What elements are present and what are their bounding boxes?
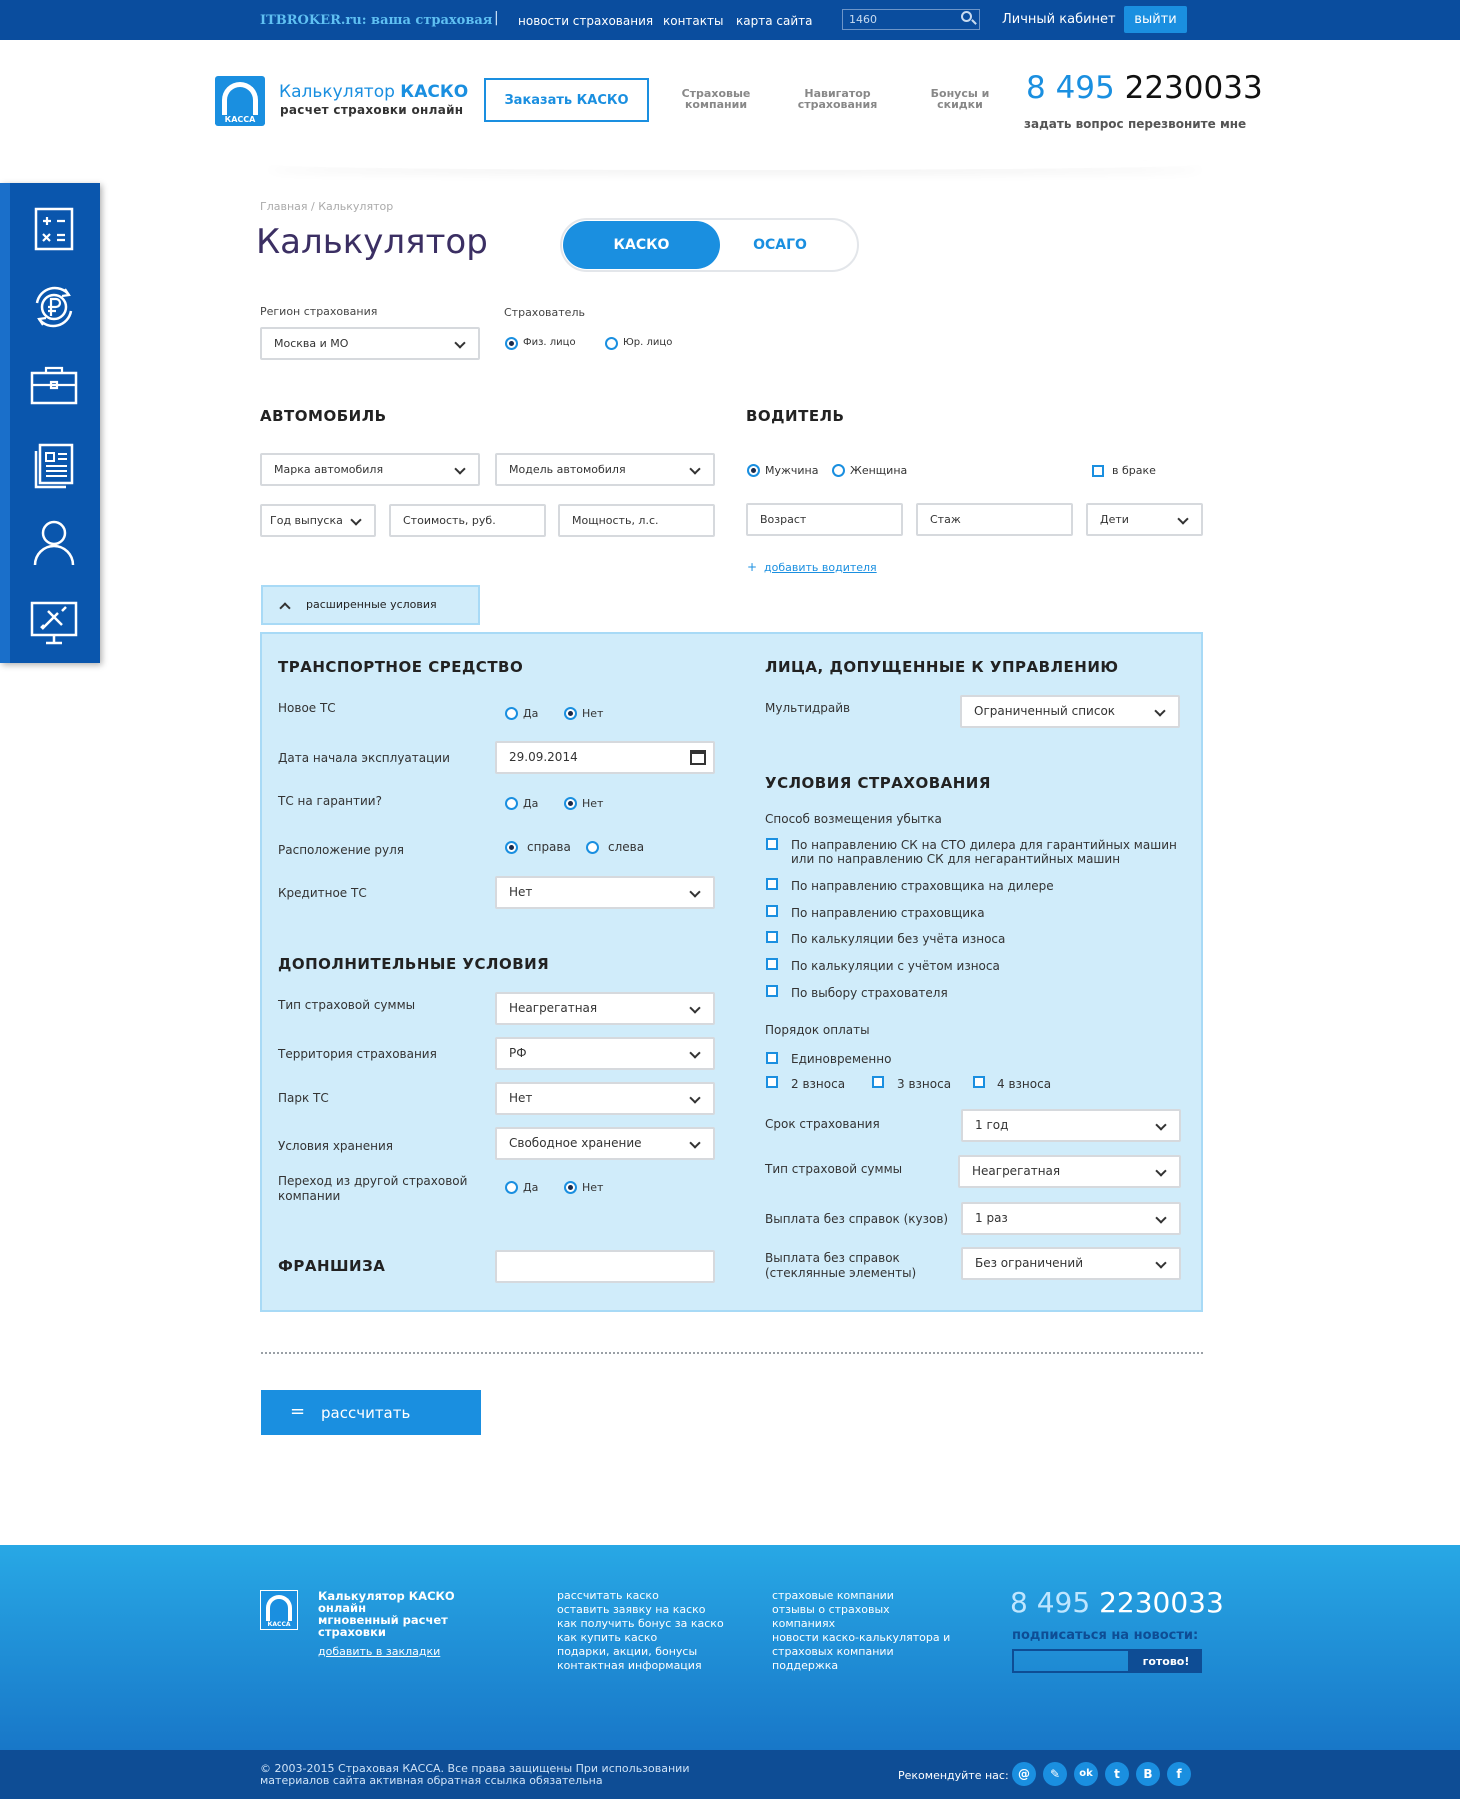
nav-line: компании: [684, 98, 748, 111]
facebook-icon[interactable]: f: [1167, 1762, 1191, 1786]
payment-2-checkbox[interactable]: [766, 1076, 778, 1088]
subscribe-button[interactable]: готово!: [1130, 1649, 1202, 1673]
calculator-icon[interactable]: [28, 205, 80, 253]
advanced-conditions-toggle[interactable]: расширенные условия: [261, 585, 480, 625]
payment-3-label: 3 взноса: [897, 1077, 952, 1091]
ask-question-link[interactable]: задать вопрос: [1024, 117, 1124, 131]
transfer-label-line: Переход из другой страховой: [278, 1174, 468, 1188]
nav-insurance-companies[interactable]: [674, 88, 758, 110]
separator: |: [494, 10, 499, 26]
footer-title-line: Калькулятор КАСКО: [318, 1589, 455, 1603]
multidrive-select[interactable]: Ограниченный список: [960, 695, 1180, 728]
footer-title: [318, 1590, 468, 1638]
driver-section-title: ВОДИТЕЛЬ: [746, 407, 845, 425]
email-share-icon[interactable]: @: [1012, 1762, 1036, 1786]
driver-children-select[interactable]: Дети: [1086, 503, 1203, 536]
car-year-select[interactable]: Год выпуска: [260, 504, 376, 537]
livejournal-icon[interactable]: ✎: [1043, 1762, 1067, 1786]
tab-kasko[interactable]: КАСКО: [563, 221, 720, 269]
site-title-plain: Калькулятор: [279, 82, 401, 102]
payment-3-checkbox[interactable]: [872, 1076, 884, 1088]
car-cost-input[interactable]: Стоимость, руб.: [389, 504, 546, 537]
footer-link[interactable]: оставить заявку на каско: [557, 1603, 706, 1616]
odnoklassniki-icon[interactable]: ok: [1074, 1762, 1098, 1786]
copyright-line: материалов сайта активная обратная ссылка обязательна: [260, 1774, 603, 1787]
subscribe-email-input[interactable]: [1012, 1649, 1130, 1673]
car-power-input[interactable]: Мощность, л.с.: [558, 504, 715, 537]
transfer-yes-label: Да: [523, 1181, 539, 1194]
sum-type-select[interactable]: Неагрегатная: [495, 992, 715, 1025]
nav-insurance-navigator[interactable]: [790, 88, 885, 110]
payment-once-checkbox[interactable]: [766, 1052, 778, 1064]
region-select[interactable]: Москва и МО: [260, 327, 480, 360]
start-date-input[interactable]: 29.09.2014: [495, 741, 715, 774]
ruble-exchange-icon[interactable]: [28, 283, 80, 331]
header-phone: [1026, 70, 1263, 106]
header-shadow: [262, 158, 1208, 170]
footer-link[interactable]: поддержка: [772, 1659, 839, 1672]
vkontakte-icon[interactable]: В: [1136, 1762, 1160, 1786]
steering-left-label: слева: [608, 840, 645, 854]
copyright-line: © 2003-2015 Страховая КАССА. Все права защищены При использовании: [260, 1762, 690, 1775]
contacts-link[interactable]: контакты: [663, 14, 724, 28]
drivers-section-title: ЛИЦА, ДОПУЩЕННЫЕ К УПРАВЛЕНИЮ: [765, 658, 1119, 676]
copyright: [260, 1763, 720, 1787]
steering-right-radio[interactable]: [505, 841, 518, 854]
steering-right-label: справа: [527, 840, 571, 854]
insurer-individual-radio[interactable]: [505, 337, 518, 350]
footer-logo-text: КАССА: [261, 1621, 297, 1628]
search-input[interactable]: [842, 9, 980, 30]
compensation-option: По направлению страховщика: [791, 906, 985, 920]
driver-experience-input[interactable]: Стаж: [916, 503, 1073, 536]
compensation-line: По направлению СК на СТО дилера для гарантийных машин: [791, 838, 1177, 852]
footer-link[interactable]: рассчитать каско: [557, 1589, 659, 1602]
subscribe-label: подписаться на новости:: [1012, 1628, 1199, 1643]
territory-select[interactable]: РФ: [495, 1037, 715, 1070]
footer-phone: [1010, 1586, 1224, 1619]
sum-type2-label: Тип страховой суммы: [765, 1162, 903, 1176]
franchise-title: ФРАНШИЗА: [278, 1257, 386, 1275]
footer-link[interactable]: страховых компании: [772, 1645, 894, 1658]
transfer-label: [278, 1174, 467, 1204]
car-brand-select[interactable]: Марка автомобиля: [260, 453, 480, 486]
compensation-option: По направлению страховщика на дилере: [791, 879, 1054, 893]
compensation-option: По калькуляции с учётом износа: [791, 959, 1000, 973]
footer-logo-arch-icon: [266, 1595, 292, 1623]
add-driver-link[interactable]: добавить водителя: [764, 561, 877, 574]
nav-line: страхования: [797, 98, 878, 111]
credit-label: Кредитное ТС: [278, 886, 367, 900]
steering-left-radio[interactable]: [586, 841, 599, 854]
search-box: [842, 8, 980, 30]
site-title: [279, 82, 468, 102]
new-vehicle-label: Новое ТС: [278, 701, 336, 715]
nav-line: Навигатор: [804, 87, 871, 100]
storage-label: Условия хранения: [278, 1139, 393, 1153]
breadcrumb: Главная / Калькулятор: [260, 200, 394, 213]
steering-label: Расположение руля: [278, 843, 405, 857]
new-vehicle-yes-radio[interactable]: [505, 707, 518, 720]
compensation-option: По выбору страхователя: [791, 986, 948, 1000]
bookmark-link[interactable]: добавить в закладки: [318, 1645, 441, 1658]
payment-once-label: Единовременно: [791, 1052, 892, 1066]
compensation-label: Способ возмещения убытка: [765, 812, 942, 826]
add-icon: +: [747, 560, 758, 574]
compensation-checkbox[interactable]: [766, 985, 778, 997]
storage-select[interactable]: Свободное хранение: [495, 1127, 715, 1160]
insurer-legal-label: Юр. лицо: [623, 337, 673, 348]
compensation-checkbox[interactable]: [766, 958, 778, 970]
driver-male-label: Мужчина: [765, 464, 819, 477]
footer-phone-number: 2230033: [1099, 1586, 1224, 1619]
news-link[interactable]: новости страхования: [518, 14, 654, 28]
fleet-label: Парк ТС: [278, 1091, 329, 1105]
search-icon[interactable]: [961, 11, 972, 22]
phone-number: 2230033: [1124, 70, 1263, 106]
recommend-label: Рекомендуйте нас:: [898, 1769, 1009, 1782]
glass-payout-label: [765, 1251, 916, 1281]
warranty-no-label: Нет: [582, 797, 604, 810]
footer-phone-code: 8 495: [1010, 1586, 1091, 1619]
order-kasko-button[interactable]: Заказать КАСКО: [484, 78, 649, 122]
footer-title-line: онлайн: [318, 1601, 367, 1615]
divider: [261, 1352, 1203, 1354]
compensation-dealer-label: [791, 838, 1177, 866]
nav-line: Страховые: [681, 87, 751, 100]
footer-col-1: [557, 1589, 724, 1673]
compensation-dealer-checkbox[interactable]: [766, 838, 778, 850]
tools-monitor-icon[interactable]: [28, 599, 80, 647]
term-select[interactable]: 1 год: [961, 1109, 1181, 1142]
footer-logo[interactable]: [260, 1590, 298, 1630]
callback-link[interactable]: перезвоните мне: [1128, 117, 1247, 131]
footer-link[interactable]: компаниях: [772, 1617, 836, 1630]
calculate-button[interactable]: = рассчитать: [261, 1390, 481, 1435]
region-label: Регион страхования: [260, 305, 378, 318]
transfer-label-line: компании: [278, 1189, 341, 1203]
compensation-checkbox[interactable]: [766, 905, 778, 917]
logo-text: КАССА: [215, 115, 265, 124]
fleet-select[interactable]: Нет: [495, 1082, 715, 1115]
car-model-select[interactable]: Модель автомобиля: [495, 453, 715, 486]
driver-female-label: Женщина: [850, 464, 908, 477]
compensation-checkbox[interactable]: [766, 878, 778, 890]
married-checkbox[interactable]: [1092, 465, 1104, 477]
new-vehicle-no-label: Нет: [582, 707, 604, 720]
footer-link[interactable]: страховые компании: [772, 1589, 894, 1602]
briefcase-icon[interactable]: [28, 361, 80, 409]
warranty-no-radio[interactable]: [564, 797, 577, 810]
footer-bottom: [0, 1750, 1460, 1799]
payment-label: Порядок оплаты: [765, 1023, 870, 1037]
sum-type-label: Тип страховой суммы: [278, 998, 416, 1012]
new-vehicle-no-radio[interactable]: [564, 707, 577, 720]
body-payout-select[interactable]: 1 раз: [961, 1202, 1181, 1235]
warranty-label: ТС на гарантии?: [278, 794, 382, 808]
conditions-section-title: УСЛОВИЯ СТРАХОВАНИЯ: [765, 774, 991, 792]
page-title: Калькулятор: [256, 222, 488, 262]
footer-title-line: страховки: [318, 1625, 386, 1639]
footer-link[interactable]: как получить бонус за каско: [557, 1617, 724, 1630]
credit-select[interactable]: Нет: [495, 876, 715, 909]
sitemap-link[interactable]: карта сайта: [736, 14, 813, 28]
nav-bonuses[interactable]: [918, 88, 1002, 110]
warranty-yes-label: Да: [523, 797, 539, 810]
footer-link[interactable]: новости каско-калькулятора и: [772, 1631, 951, 1644]
vehicle-section-title: ТРАНСПОРТНОЕ СРЕДСТВО: [278, 658, 524, 676]
extra-section-title: ДОПОЛНИТЕЛЬНЫЕ УСЛОВИЯ: [278, 955, 550, 973]
footer-link[interactable]: отзывы о страховых: [772, 1603, 890, 1616]
insurer-individual-label: Физ. лицо: [523, 337, 576, 348]
insurer-legal-radio[interactable]: [605, 337, 618, 350]
nav-line: скидки: [937, 98, 983, 111]
site-subtitle: расчет страховки онлайн: [280, 103, 464, 117]
married-label: в браке: [1112, 464, 1156, 477]
user-icon[interactable]: [28, 519, 80, 567]
compensation-checkbox[interactable]: [766, 931, 778, 943]
personal-cabinet-link[interactable]: Личный кабинет: [1002, 12, 1116, 27]
footer-col-2: [772, 1589, 950, 1673]
glass-payout-line: Выплата без справок: [765, 1251, 900, 1265]
transfer-no-radio[interactable]: [564, 1181, 577, 1194]
documents-icon[interactable]: [28, 441, 80, 489]
top-bar: [0, 0, 1460, 40]
footer-title-line: мгновенный расчет: [318, 1613, 448, 1627]
compensation-line: или по направлению СК для негарантийных машин: [791, 852, 1121, 866]
footer-link[interactable]: контактная информация: [557, 1659, 702, 1672]
driver-male-radio[interactable]: [747, 464, 760, 477]
payment-2-label: 2 взноса: [791, 1077, 846, 1091]
driver-age-input[interactable]: Возраст: [746, 503, 903, 536]
payment-4-label: 4 взноса: [997, 1077, 1052, 1091]
glass-payout-select[interactable]: Без ограничений: [961, 1247, 1181, 1280]
body-payout-label: Выплата без справок (кузов): [765, 1212, 949, 1226]
glass-payout-line: (стеклянные элементы): [765, 1266, 917, 1280]
footer: [0, 1545, 1460, 1750]
franchise-input[interactable]: [495, 1250, 715, 1283]
car-section-title: АВТОМОБИЛЬ: [260, 407, 387, 425]
tab-osago[interactable]: ОСАГО: [753, 237, 807, 253]
warranty-yes-radio[interactable]: [505, 797, 518, 810]
nav-line: Бонусы и: [930, 87, 990, 100]
driver-female-radio[interactable]: [832, 464, 845, 477]
site-brand-link[interactable]: ITBROKER.ru: ваша страховая: [260, 13, 493, 28]
multidrive-label: Мультидрайв: [765, 701, 851, 715]
insurer-label: Страхователь: [504, 306, 585, 319]
calendar-icon[interactable]: [690, 750, 706, 765]
twitter-icon[interactable]: t: [1105, 1762, 1129, 1786]
transfer-yes-radio[interactable]: [505, 1181, 518, 1194]
phone-code: 8 495: [1026, 70, 1115, 106]
payment-4-checkbox[interactable]: [973, 1076, 985, 1088]
site-title-bold: КАСКО: [400, 82, 469, 102]
sum-type2-select[interactable]: Неагрегатная: [958, 1155, 1181, 1188]
footer-link[interactable]: как купить каско: [557, 1631, 658, 1644]
new-vehicle-yes-label: Да: [523, 707, 539, 720]
start-date-label: Дата начала эксплуатации: [278, 751, 450, 765]
footer-link[interactable]: подарки, акции, бонусы: [557, 1645, 698, 1658]
transfer-no-label: Нет: [582, 1181, 604, 1194]
sidebar: [0, 183, 100, 663]
logo[interactable]: [215, 76, 265, 126]
term-label: Срок страхования: [765, 1117, 880, 1131]
logout-button[interactable]: выйти: [1124, 6, 1187, 33]
compensation-option: По калькуляции без учёта износа: [791, 932, 1006, 946]
territory-label: Территория страхования: [278, 1047, 437, 1061]
